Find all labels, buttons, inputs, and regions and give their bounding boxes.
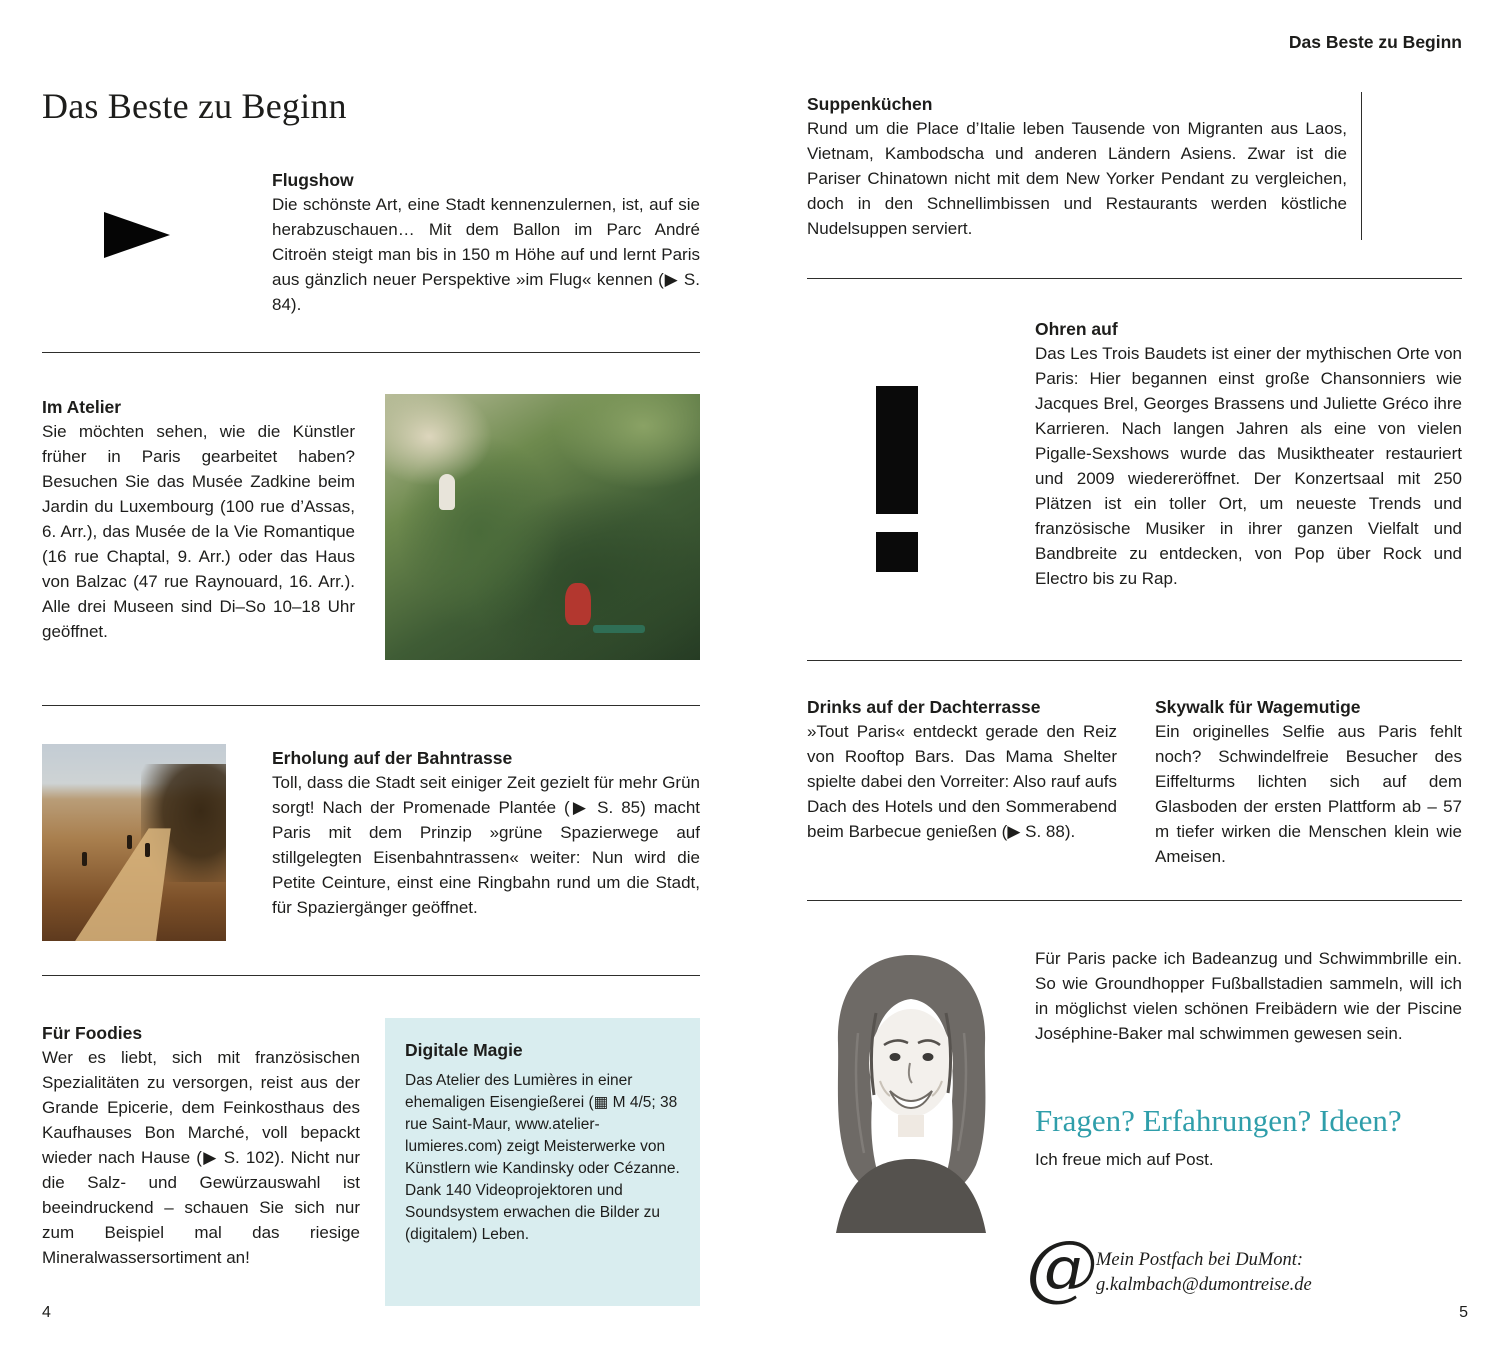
mailbox-email: g.kalmbach@dumontreise.de bbox=[1096, 1275, 1312, 1295]
pedestrian-figure bbox=[82, 852, 87, 866]
play-triangle-icon bbox=[104, 212, 170, 258]
at-icon: @ bbox=[1026, 1225, 1098, 1309]
foodies-heading: Für Foodies bbox=[42, 1023, 143, 1043]
page-number-right: 5 bbox=[1459, 1304, 1468, 1321]
cta-subtext: Ich freue mich auf Post. bbox=[1035, 1150, 1214, 1169]
section-divider bbox=[42, 705, 700, 706]
author-quote: Für Paris packe ich Badeanzug und Schwimmbrille ein. So wie Groundhopper Fußballstadien sammeln, will ich in möglichst vielen schönen Freibädern wie der Piscine Joséphine-Baker mal schwimmen gewesen sein. bbox=[1035, 949, 1462, 1043]
section-divider bbox=[807, 278, 1462, 279]
drinks-heading: Drinks auf der Dachterrasse bbox=[807, 697, 1041, 717]
mailbox-label: Mein Postfach bei DuMont: bbox=[1096, 1250, 1304, 1270]
ohren-auf-body: Das Les Trois Baudets ist einer der mythischen Orte von Paris: Hier begannen einst große Chansonniers wie Jacques Brel, Georges Brassens und Juliette Gréco ihre Karrieren. Nach langen Jahren als eine von vielen Pigalle-Sexshows wurde das Musiktheater restauriert und 2009 wiedereröffnet. Der Konzertsaal mit 250 Plätzen ist ein toller Ort, um neueste Trends und französische Musiker in ihrer ganzen Vielfalt und Bandbreite zu entdecken, von Pop über Rock und Electro bis zu Rap. bbox=[1035, 344, 1462, 588]
person-in-red bbox=[565, 583, 591, 625]
foodies-body: Wer es liebt, sich mit französischen Spezialitäten zu versorgen, reist aus der Grande Epicerie, dem Feinkosthaus des Kaufhauses Bon Marché, voll bepackt wieder nach Hause (▶ S. 102). Nicht nur die Salz- und Gewürzauswahl ist beeindruckend – schauen Sie sich nur zum Beispiel mal das riesige Mineralwassersortiment an! bbox=[42, 1048, 360, 1267]
cta-heading: Fragen? Erfahrungen? Ideen? bbox=[1035, 1103, 1402, 1138]
flugshow-body: Die schönste Art, eine Stadt kennenzulernen, ist, auf sie herabzuschauen… Mit dem Ballon im Parc André Citroën steigt man bis in 150 m Höhe auf und lernt Paris aus gänzlich neuer Perspektive »im Flug« kennen (▶ S. 84). bbox=[272, 195, 700, 314]
flugshow-heading: Flugshow bbox=[272, 170, 354, 190]
sculpture-figure bbox=[439, 474, 455, 510]
drinks-body: »Tout Paris« entdeckt gerade den Reiz von Rooftop Bars. Das Mama Shelter spielte dabei den Vorreiter: Also rauf aufs Dach des Hotels und den Sommerabend beim Barbecue genießen (▶ S. 88). bbox=[807, 722, 1117, 841]
vertical-rule bbox=[1361, 92, 1362, 240]
page-title: Das Beste zu Beginn bbox=[42, 86, 347, 126]
section-divider bbox=[807, 660, 1462, 661]
running-header: Das Beste zu Beginn bbox=[1288, 32, 1462, 52]
bahntrasse-body: Toll, dass die Stadt seit einiger Zeit gezielt für mehr Grün sorgt! Nach der Promenade Plantée (▶ S. 85) macht Paris mit dem Prinzip »grüne Spazierwege auf stillgelegten Eisenbahntrassen« weiter: Nun wird die Petite Ceinture, einst eine Ringbahn rund um die Stadt, für Spaziergänger geöffnet. bbox=[272, 773, 700, 917]
section-divider bbox=[42, 975, 700, 976]
pedestrian-figure bbox=[127, 835, 132, 849]
suppenkuechen-heading: Suppenküchen bbox=[807, 94, 933, 114]
skywalk-body: Ein originelles Selfie aus Paris fehlt noch? Schwindelfreie Besucher des Eiffelturms lichten sich auf dem Glasboden der ersten Plattform ab – 57 m tiefer wirken die Menschen klein wie Ameisen. bbox=[1155, 722, 1462, 866]
digitale-magie-heading: Digitale Magie bbox=[405, 1040, 523, 1060]
atelier-greenhouse-photo bbox=[385, 394, 700, 660]
promenade-plantee-photo bbox=[42, 744, 226, 941]
suppenkuechen-body: Rund um die Place d’Italie leben Tausende von Migranten aus Laos, Vietnam, Kambodscha und anderen Ländern Asiens. Zwar ist die Pariser Chinatown nicht mit dem New Yorker Pendant zu vergleichen, doch in den Schnellimbissen und Restaurants werden köstliche Nudelsuppen serviert. bbox=[807, 119, 1347, 238]
page-number-left: 4 bbox=[42, 1304, 51, 1321]
section-divider bbox=[42, 352, 700, 353]
digitale-magie-body: Das Atelier des Lumières in einer ehemaligen Eisengießerei (▦ M 4/5; 38 rue Saint-Maur, www.atelier-lumieres.com) zeigt Meisterwerke von Künstlern wie Kandinsky oder Cézanne. Dank 140 Videoprojektoren und Soundsystem erwachen die Bilder zu (digitalem) Leben. bbox=[405, 1072, 680, 1243]
author-portrait-sketch bbox=[806, 933, 1016, 1233]
skywalk-heading: Skywalk für Wagemutige bbox=[1155, 697, 1361, 717]
mailbox-block bbox=[1096, 1248, 1476, 1298]
pedestrian-figure bbox=[145, 843, 150, 857]
green-table bbox=[593, 625, 645, 633]
im-atelier-body: Sie möchten sehen, wie die Künstler früher in Paris gearbeitet haben? Besuchen Sie das Musée Zadkine beim Jardin du Luxembourg (100 rue d’Assas, 6. Arr.), das Musée de la Vie Romantique (16 rue Chaptal, 9. Arr.) oder das Haus von Balzac (47 rue Raynouard, 16. Arr.). Alle drei Museen sind Di–So 10–18 Uhr geöffnet. bbox=[42, 422, 355, 641]
section-divider bbox=[807, 900, 1462, 901]
bahntrasse-heading: Erholung auf der Bahntrasse bbox=[272, 748, 513, 768]
digitale-magie-box bbox=[385, 1018, 700, 1306]
im-atelier-heading: Im Atelier bbox=[42, 397, 122, 417]
exclamation-icon bbox=[876, 386, 918, 572]
ohren-auf-heading: Ohren auf bbox=[1035, 319, 1118, 339]
